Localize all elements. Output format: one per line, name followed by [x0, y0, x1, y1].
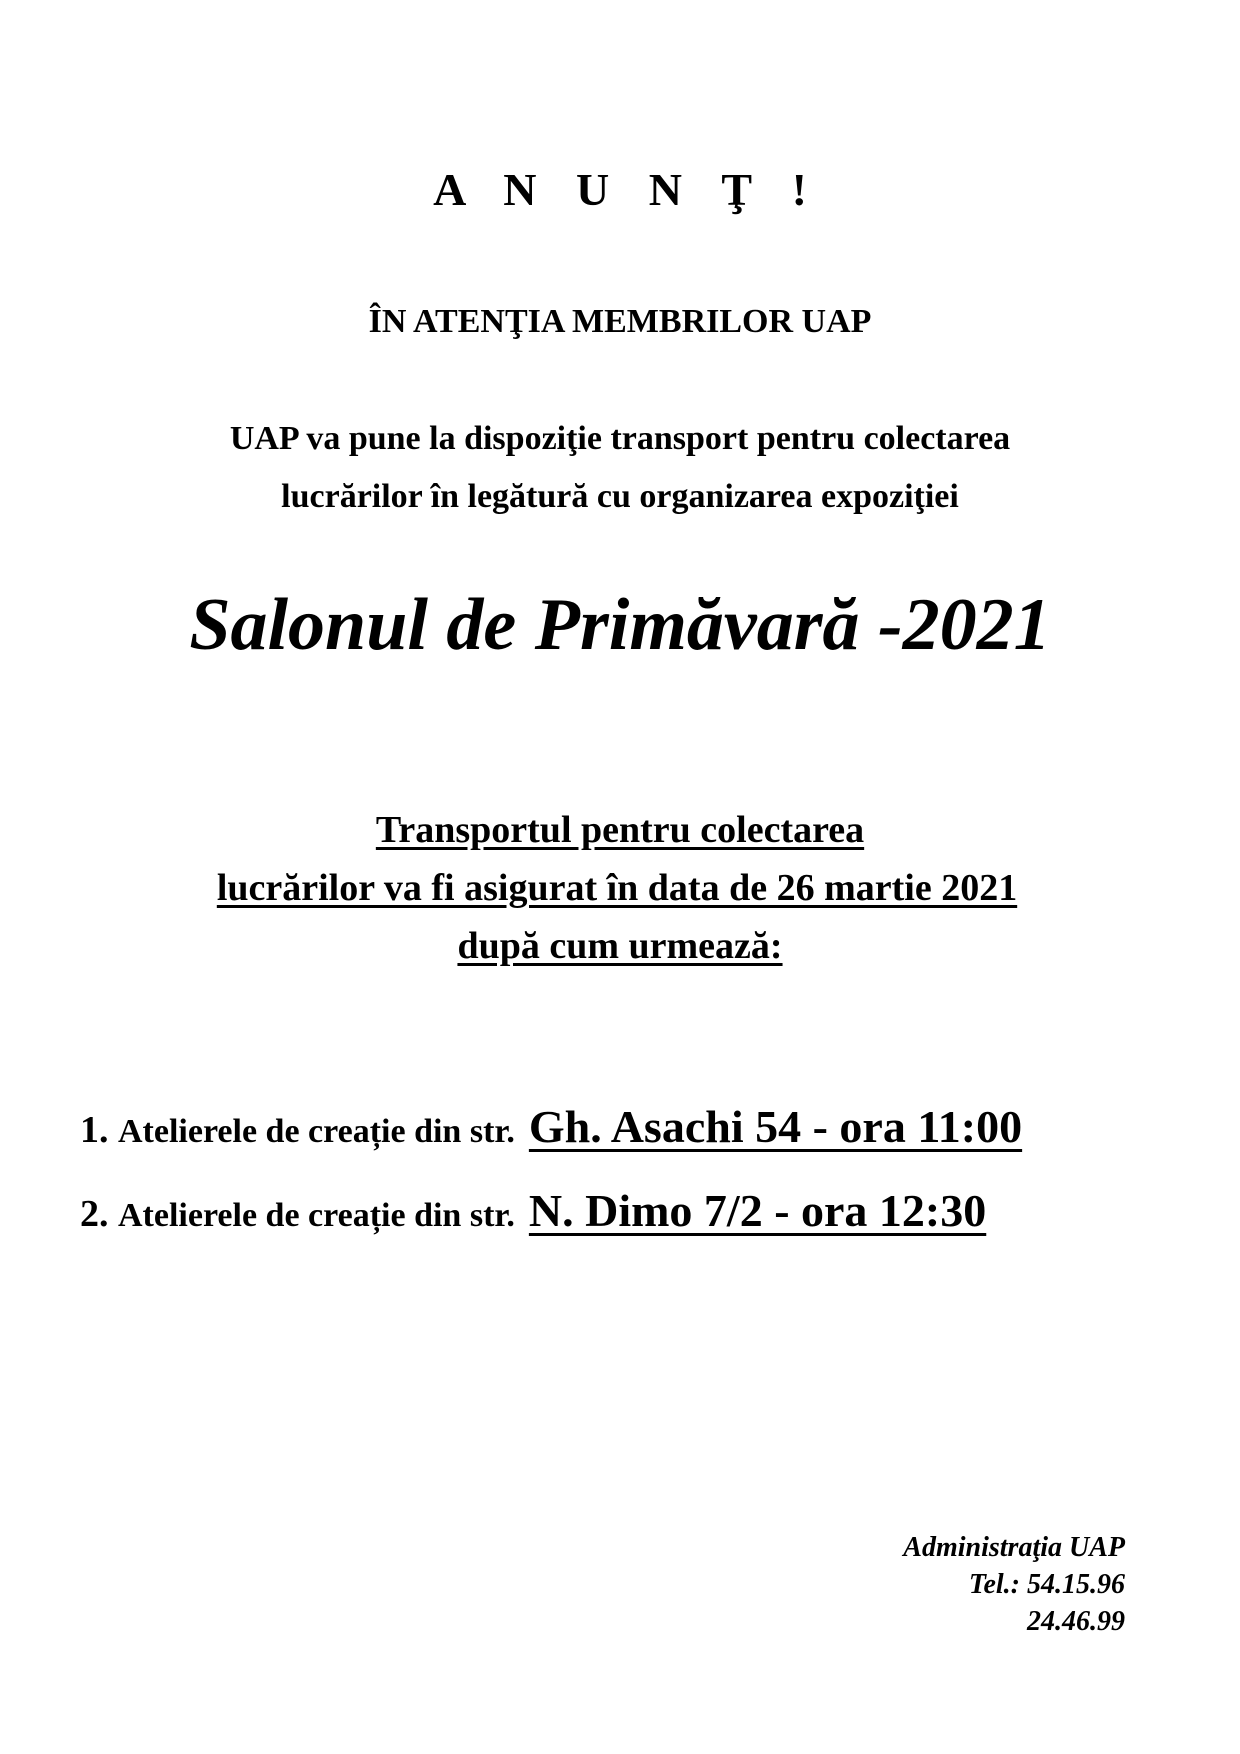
schedule-item-number: 1.	[80, 1109, 109, 1151]
notice-title: A N U N Ţ !	[433, 164, 821, 215]
schedule-item	[80, 1100, 1022, 1184]
schedule-item-text: Atelierele de creație din str.	[118, 1113, 515, 1150]
schedule-list	[80, 1100, 1022, 1268]
transport-line-3	[0, 921, 1240, 971]
schedule-item-address: Gh. Asachi 54 - ora 11:00	[528, 1101, 1023, 1152]
transport-line-2-text: lucrărilor va fi asigurat în data de 26 martie 2021	[216, 867, 1018, 909]
event-name: Salonul de Primăvară -2021	[189, 584, 1051, 666]
signature-organization: Administraţia UAP	[903, 1532, 1125, 1563]
transport-line-1-text: Transportul pentru colectarea	[375, 809, 865, 851]
schedule-item-address: N. Dimo 7/2 - ora 12:30	[528, 1185, 987, 1236]
schedule-item-text: Atelierele de creație din str.	[118, 1197, 515, 1234]
transport-line-3-text: după cum urmează:	[457, 925, 783, 967]
transport-line-2	[0, 863, 1237, 913]
schedule-item	[80, 1184, 1022, 1268]
signature-phone-2: 24.46.99	[1027, 1606, 1125, 1637]
attention-heading: ÎN ATENŢIA MEMBRILOR UAP	[368, 303, 872, 340]
transport-line-1	[0, 805, 1240, 855]
schedule-item-number: 2.	[80, 1193, 109, 1235]
intro-line-2: lucrărilor în legătură cu organizarea expoziţiei	[281, 478, 959, 515]
intro-line-1: UAP va pune la dispoziţie transport pentru colectarea	[229, 420, 1011, 457]
signature-block	[903, 1529, 1125, 1640]
signature-phone-1: Tel.: 54.15.96	[968, 1569, 1125, 1600]
